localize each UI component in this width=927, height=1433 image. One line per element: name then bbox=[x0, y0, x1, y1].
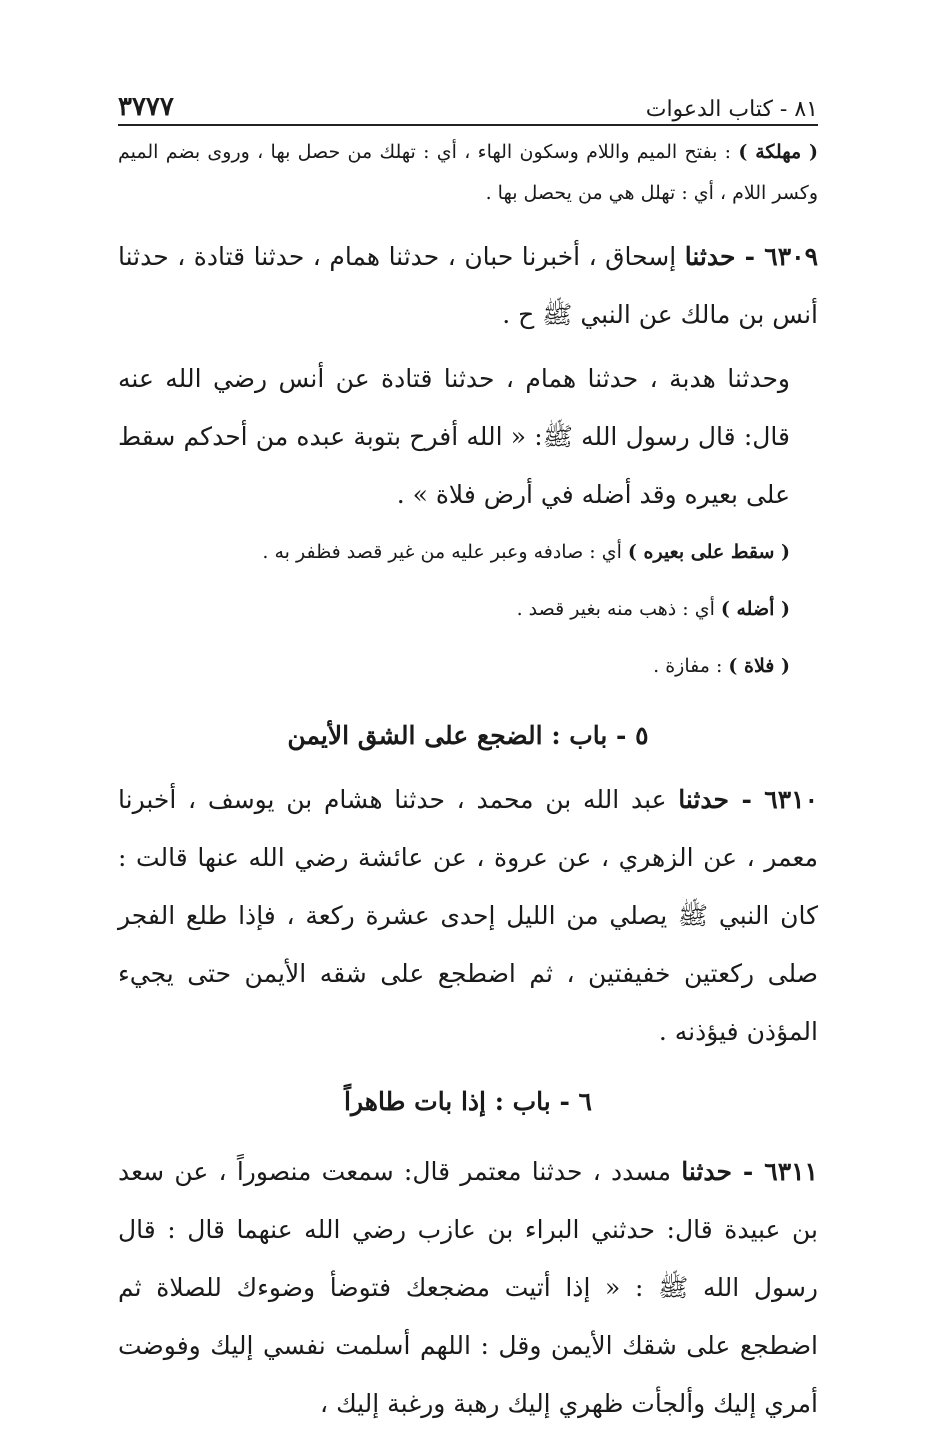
chapter-title: ٨١ - كتاب الدعوات bbox=[645, 97, 818, 122]
note-mahlaka bbox=[118, 132, 818, 214]
hadith-text: إسحاق ، أخبرنا حبان ، حدثنا همام ، حدثنا قتادة ، حدثنا أنس بن مالك عن النبي ﷺ ح . bbox=[118, 242, 818, 329]
header-rule bbox=[118, 124, 818, 126]
page-content bbox=[118, 132, 818, 1433]
hadith-number: ٦٣٠٩ - حدثنا bbox=[684, 242, 818, 271]
note-adallahu bbox=[118, 581, 818, 638]
note-term: ( مهلكة ) bbox=[738, 141, 819, 163]
hadith-text: مسدد ، حدثنا معتمر قال: سمعت منصوراً ، عن سعد بن عبيدة قال: حدثني البراء بن عازب رضي الله عنهما قال : قال رسول الله ﷺ : « إذا أتيت مضجعك فتوضأ وضوءك للصلاة ثم اضطجع على شقك الأيمن وقل : اللهم أسلمت نفسي إليك وفوضت أمري إليك وألجأت ظهري إليك رهبة ورغبة إليك ، bbox=[118, 1157, 818, 1418]
section-title-bab-5: ٥ - باب : الضجع على الشق الأيمن bbox=[287, 721, 649, 750]
hadith-6310 bbox=[118, 771, 818, 1061]
note-term: ( أضله ) bbox=[720, 598, 790, 620]
hadith-6309 bbox=[118, 228, 818, 344]
note-text: أي : ذهب منه بغير قصد . bbox=[516, 598, 721, 620]
note-text: : مفازة . bbox=[653, 655, 729, 677]
note-term: ( سقط على بعيره ) bbox=[627, 541, 790, 563]
hadith-number: ٦٣١٠ - حدثنا bbox=[678, 785, 819, 814]
note-text: أي : صادفه وعبر عليه من غير قصد فظفر به . bbox=[262, 541, 628, 563]
note-saqata bbox=[118, 524, 818, 581]
note-text: : بفتح الميم واللام وسكون الهاء ، أي : تهلك من حصل بها ، وروى بضم الميم وكسر اللام ، أي : تهلل هي من يحصل بها . bbox=[118, 141, 818, 204]
hadith-text: عبد الله بن محمد ، حدثنا هشام بن يوسف ، أخبرنا معمر ، عن الزهري ، عن عروة ، عن عائشة رضي الله عنها قالت : كان النبي ﷺ يصلي من الليل إحدى عشرة ركعة ، فإذا طلع الفجر صلى ركعتين خفيفتين ، ثم اضطجع على شقه الأيمن حتى يجيء المؤذن فيؤذنه . bbox=[118, 785, 818, 1046]
note-term: ( فلاة ) bbox=[728, 655, 790, 677]
hadith-6309-continued: وحدثنا هدبة ، حدثنا همام ، حدثنا قتادة عن أنس رضي الله عنه قال: قال رسول الله ﷺ: « الله أفرح بتوبة عبده من أحدكم سقط على بعيره وقد أضله في أرض فلاة » . bbox=[118, 364, 790, 509]
note-falat bbox=[118, 638, 818, 695]
hadith-number: ٦٣١١ - حدثنا bbox=[681, 1157, 818, 1186]
page-number: ٣٧٧٧ bbox=[118, 92, 174, 122]
page-header bbox=[118, 78, 818, 122]
hadith-6311 bbox=[118, 1143, 818, 1433]
section-title-bab-6: ٦ - باب : إذا بات طاهراً bbox=[344, 1087, 592, 1116]
